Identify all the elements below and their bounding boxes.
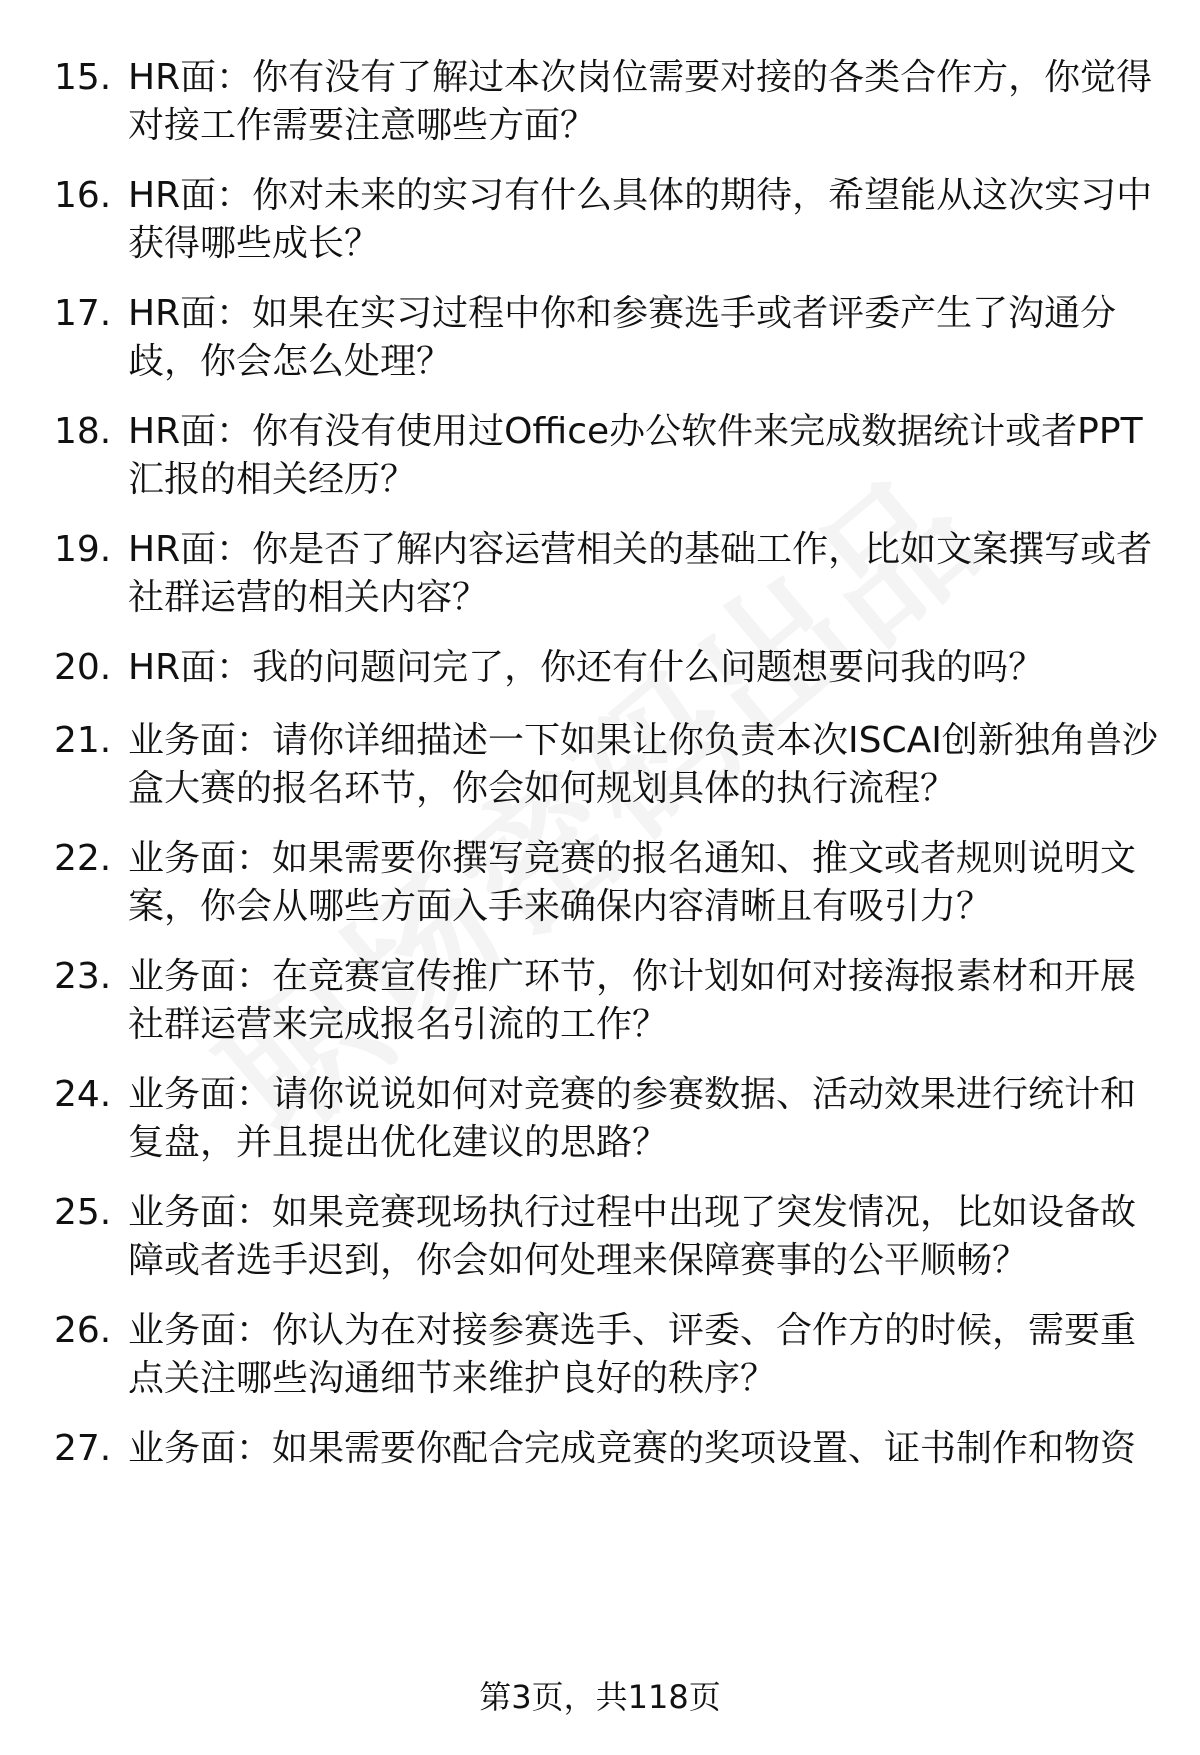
question-text: 业务面：请你说说如何对竞赛的参赛数据、活动效果进行统计和复盘，并且提出优化建议的思路？ [128, 1074, 1137, 1163]
question-number: 27. [54, 1428, 112, 1469]
question-text: 业务面：如果竞赛现场执行过程中出现了突发情况，比如设备故障或者选手迟到，你会如何处理来保障赛事的公平顺畅？ [128, 1192, 1137, 1281]
question-text: 业务面：在竞赛宣传推广环节，你计划如何对接海报素材和开展社群运营来完成报名引流的工作？ [128, 956, 1137, 1045]
question-text: 业务面：如果需要你配合完成竞赛的奖项设置、证书制作和物资 [128, 1428, 1137, 1469]
question-text: HR面：如果在实习过程中你和参赛选手或者评委产生了沟通分歧，你会怎么处理？ [128, 293, 1117, 382]
question-number: 17. [54, 293, 112, 334]
question-number: 15. [54, 57, 112, 98]
question-text: HR面：你有没有使用过Office办公软件来完成数据统计或者PPT汇报的相关经历？ [128, 411, 1143, 500]
question-text: 业务面：你认为在对接参赛选手、评委、合作方的时候，需要重点关注哪些沟通细节来维护良好的秩序？ [128, 1310, 1137, 1399]
question-text: HR面：我的问题问完了，你还有什么问题想要问我的吗？ [128, 647, 1045, 688]
question-number: 16. [54, 175, 112, 216]
question-text: 业务面：请你详细描述一下如果让你负责本次ISCAI创新独角兽沙盒大赛的报名环节，你会如何规划具体的执行流程？ [128, 720, 1158, 809]
page-footer: 第3页，共118页 [479, 1678, 721, 1716]
question-text: 业务面：如果需要你撰写竞赛的报名通知、推文或者规则说明文案，你会从哪些方面入手来确保内容清晰且有吸引力？ [128, 838, 1137, 927]
question-text: HR面：你有没有了解过本次岗位需要对接的各类合作方，你觉得对接工作需要注意哪些方面？ [128, 57, 1153, 146]
question-number: 25. [54, 1192, 112, 1233]
question-number: 26. [54, 1310, 112, 1351]
question-number: 19. [54, 529, 112, 570]
question-text: HR面：你是否了解内容运营相关的基础工作，比如文案撰写或者社群运营的相关内容？ [128, 529, 1153, 618]
question-text: HR面：你对未来的实习有什么具体的期待，希望能从这次实习中获得哪些成长？ [128, 175, 1153, 264]
question-number: 23. [54, 956, 112, 997]
question-number: 24. [54, 1074, 112, 1115]
question-number: 20. [54, 647, 112, 688]
question-number: 18. [54, 411, 112, 452]
question-number: 22. [54, 838, 112, 879]
question-number: 21. [54, 720, 112, 761]
